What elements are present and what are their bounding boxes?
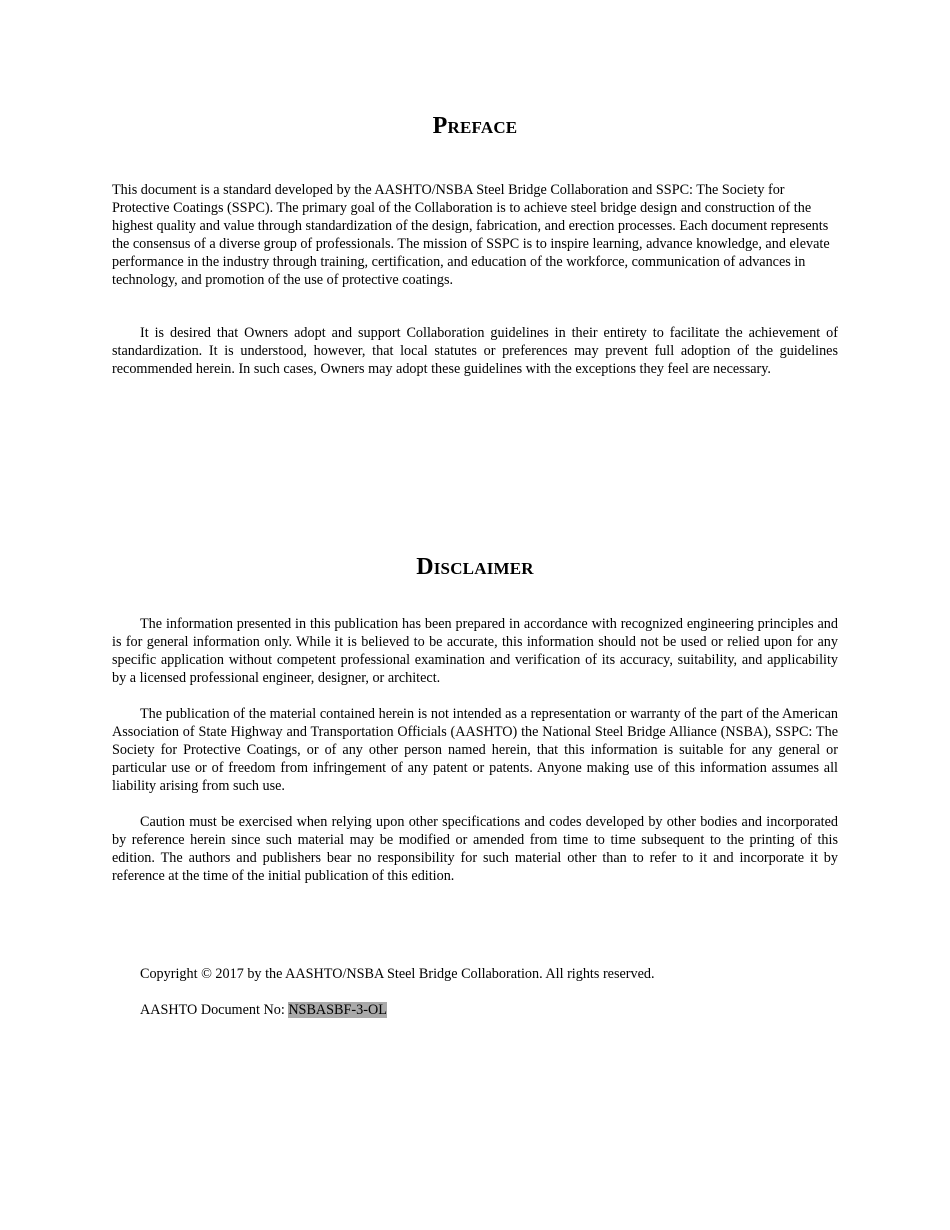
- disclaimer-paragraph-3: Caution must be exercised when relying upon other specifications and codes developed by other bodies and incorporated by reference herein since such material may be modified or amended from time to time subsequent to the printing of this edition. The authors and publishers bear no responsibility for such material other than to refer to it and incorporate it by reference at the time of the initial publication of this edition.: [112, 814, 838, 884]
- disclaimer-paragraph-1: The information presented in this publication has been prepared in accordance with recognized engineering principles and is for general information only. While it is believed to be accurate, this information should not be used or relied upon for any specific application without competent professional examination and verification of its accuracy, suitability, and applicability by a licensed professional engineer, designer, or architect.: [112, 616, 838, 686]
- preface-paragraph-2: It is desired that Owners adopt and support Collaboration guidelines in their entirety to facilitate the achievement of standardization. It is understood, however, that local statutes or preferences may prevent full adoption of the guidelines recommended herein. In such cases, Owners may adopt these guidelines with the exceptions they feel are necessary.: [112, 325, 838, 377]
- preface-heading: Preface: [432, 113, 518, 139]
- document-number-label: AASHTO Document No:: [140, 1002, 289, 1018]
- disclaimer-paragraph-2: The publication of the material contained herein is not intended as a representation or warranty of the part of the American Association of State Highway and Transportation Officials (AASHTO) the National Steel Bridge Alliance (NSBA), SSPC: The Society for Protective Coatings, or of any other person named herein, that this information is suitable for any general or particular use or of freedom from infringement of any patent or patents. Anyone making use of this information assumes all liability arising from such use.: [112, 706, 838, 794]
- document-number-line: [140, 1001, 387, 1019]
- document-number-value: NSBASBF-3-OL: [288, 1002, 387, 1018]
- preface-paragraph-1: This document is a standard developed by the AASHTO/NSBA Steel Bridge Collaboration and SSPC: The Society for Protective Coatings (SSPC). The primary goal of the Collaboration is to achieve steel bridge design and construction of the highest quality and value through standardization of the design, fabrication, and erection processes. Each document represents the consensus of a diverse group of professionals. The mission of SSPC is to inspire learning, advance knowledge, and elevate performance in the industry through training, certification, and education of the workforce, communication of advances in technology, and promotion of the use of protective coatings.: [112, 182, 830, 288]
- disclaimer-heading: Disclaimer: [416, 554, 534, 580]
- copyright-notice: Copyright © 2017 by the AASHTO/NSBA Steel Bridge Collaboration. All rights reserved.: [140, 966, 655, 982]
